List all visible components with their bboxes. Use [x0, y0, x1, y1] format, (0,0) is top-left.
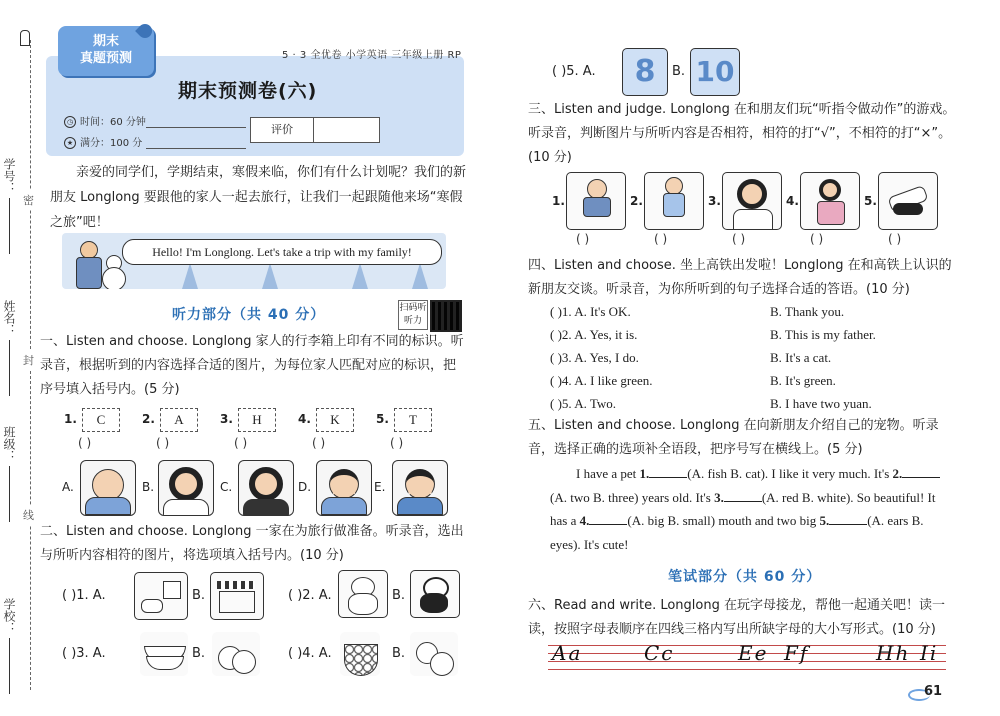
q1-tag-num: 4.: [298, 412, 311, 426]
q1-tag-letter: A: [160, 408, 198, 432]
q4-option-b[interactable]: B. It's a cat.: [770, 350, 832, 365]
boy-portrait: [392, 460, 448, 516]
q3-num: 4.: [786, 194, 799, 208]
q3-num: 2.: [630, 194, 643, 208]
q4-prompt: 四、Listen and choose. 坐上高铁出发啦！Longlong 在和高铁上认识的新朋友交谈。听录音，为你所听到的句子选择合适的答语。(10 分): [528, 258, 952, 297]
hands-picture: [878, 172, 938, 230]
q1-tag-num: 2.: [142, 412, 155, 426]
student-id-field[interactable]: 学号：: [4, 158, 18, 254]
q1-tag-letter: K: [316, 408, 354, 432]
cut-mark-seal: 封: [23, 350, 34, 370]
q5-blank-2[interactable]: [902, 477, 940, 478]
series-info: 5 · 3 全优卷 小学英语 三年级上册 RP: [282, 50, 462, 61]
q3-num: 5.: [864, 194, 877, 208]
q4-option-a[interactable]: ( )3. A. Yes, I do.: [550, 350, 639, 365]
time-underline: [146, 127, 246, 128]
page-number-badge: [908, 683, 952, 703]
bananas-picture: [140, 632, 188, 676]
q1-option-label: A.: [62, 480, 74, 494]
q2-item-2-label[interactable]: ( )2. A.: [288, 588, 332, 603]
class-field[interactable]: 班级：: [4, 426, 18, 522]
jumping-kid-picture: [566, 172, 626, 230]
q5-blank-3[interactable]: [724, 501, 762, 502]
intro-paragraph: 亲爱的同学们，学期结束，寒假来临，你们有什么计划呢？我们的新朋友 Longlong 要跟他的家人一起去旅行，让我们一起跟随他来场“寒假之旅”吧！: [50, 165, 467, 230]
q4-option-b[interactable]: B. This is my father.: [770, 327, 876, 342]
q4-option-a[interactable]: ( )2. A. Yes, it is.: [550, 327, 638, 342]
q6-prompt: 六、Read and write. Longlong 在玩字母接龙，帮他一起通关吧！读一读，按照字母表顺序在四线三格内写出所缺字母的大小写形式。(10 分): [528, 598, 945, 637]
q2-item-4-label[interactable]: ( )4. A.: [288, 646, 332, 661]
q3-num: 1.: [552, 194, 565, 208]
q2-item-1-option-b[interactable]: B.: [192, 588, 206, 603]
q4-option-b[interactable]: B. I have two yuan.: [770, 396, 872, 411]
apple-orange-picture: [410, 632, 458, 676]
q3-answer-blank[interactable]: ( ): [732, 232, 746, 246]
q2-item-3-option-b[interactable]: B.: [192, 646, 206, 661]
hopping-kid-picture: [644, 172, 704, 230]
q3-answer-blank[interactable]: ( ): [576, 232, 590, 246]
q2-item-1-label[interactable]: ( )1. A.: [62, 588, 106, 603]
binding-margin: [0, 0, 44, 716]
letter-pair: Cc: [644, 641, 675, 665]
q5-blank-5[interactable]: [829, 524, 867, 525]
q5-passage: I have a pet 1. (A. fish B. cat). I like it very much. It's 2.(A. two B. three) years old. It's 3. (A. red B. white). So beautiful! It has a 4. (A. big B. small) mouth and two big 5. (A. ears B. eyes). It's cute!: [550, 462, 950, 556]
q1-answer-blank[interactable]: ( ): [312, 436, 326, 450]
snowman-body-icon: [102, 267, 126, 289]
letter-pair: Hh: [876, 641, 911, 665]
q4-option-b[interactable]: B. It's green.: [770, 373, 836, 388]
q2-item-3-label[interactable]: ( )3. A.: [62, 646, 106, 661]
letter-pair: Ee: [738, 641, 769, 665]
father-portrait: [316, 460, 372, 516]
evaluation-box[interactable]: [250, 117, 380, 143]
q3-prompt: 三、Listen and judge. Longlong 在和朋友们玩“听指令做动作”的游戏。听录音，判断图片与所听内容是否相符，相符的打“√”，不相符的打“×”。(10 分): [528, 102, 956, 165]
page-number: 61: [924, 684, 943, 699]
girl-arms-open-picture: [800, 172, 860, 230]
q1-tag-letter: T: [394, 408, 432, 432]
four-line-grid[interactable]: [548, 641, 946, 669]
q1-answer-blank[interactable]: ( ): [78, 436, 92, 450]
listening-section-title: 听力部分（共 40 分）: [172, 307, 326, 323]
clock-icon: ◷: [64, 116, 76, 128]
cut-mark-dense: 密: [23, 190, 34, 210]
q3-answer-blank[interactable]: ( ): [810, 232, 824, 246]
q1-answer-blank[interactable]: ( ): [234, 436, 248, 450]
pen-icon: [20, 30, 30, 46]
badge-line-1: 期末: [92, 34, 119, 49]
number-eight-picture: [622, 48, 668, 96]
q4-option-b[interactable]: B. Thank you.: [770, 304, 845, 319]
qr-code-icon[interactable]: [430, 300, 462, 332]
girl-touch-face-picture: [722, 172, 782, 230]
teddy-bear-picture: [338, 570, 388, 618]
grapes-picture: [340, 632, 380, 676]
q1-option-label: D.: [298, 480, 312, 494]
q2-prompt: 二、Listen and choose. Longlong 一家在为旅行做准备。听录音，选出与所听内容相符的图片，将选项填入括号内。(10 分): [40, 524, 464, 563]
grandpa-portrait: [80, 460, 136, 516]
name-field[interactable]: 姓名：: [4, 300, 18, 396]
tree-icon: [182, 263, 198, 289]
letter-pair: Aa: [552, 641, 583, 665]
shop-picture: [210, 572, 264, 620]
q4-option-a[interactable]: ( )1. A. It's OK.: [550, 304, 631, 319]
q2-item-5-option-b[interactable]: B.: [672, 64, 686, 79]
q5-blank-4[interactable]: [589, 524, 627, 525]
q1-tag-letter: C: [82, 408, 120, 432]
speech-bubble: Hello! I'm Longlong. Let's take a trip with my family!: [122, 239, 442, 265]
q1-tag-num: 3.: [220, 412, 233, 426]
q3-answer-blank[interactable]: ( ): [888, 232, 902, 246]
page-title: 期末预测卷(六): [178, 80, 318, 102]
q1-tag-letter: H: [238, 408, 276, 432]
tree-icon: [412, 263, 428, 289]
q1-option-label: C.: [220, 480, 233, 494]
number-eight-text: 8: [634, 54, 656, 89]
letter-pair: Ii: [920, 641, 939, 665]
q3-answer-blank[interactable]: ( ): [654, 232, 668, 246]
badge-line-2: 真题预测: [79, 51, 132, 66]
q1-option-label: B.: [142, 480, 155, 494]
writing-section-title: 笔试部分（共 60 分）: [668, 569, 822, 585]
evaluation-input[interactable]: [314, 118, 379, 142]
q2-item-4-option-b[interactable]: B.: [392, 646, 406, 661]
evaluation-label: 评价: [251, 118, 314, 142]
cut-mark-line: 线: [23, 505, 34, 525]
panda-picture: [410, 570, 460, 618]
q4-option-a[interactable]: ( )4. A. I like green.: [550, 373, 653, 388]
boy-body-icon: [76, 257, 102, 289]
q1-tag-num: 5.: [376, 412, 389, 426]
tree-icon: [352, 263, 368, 289]
mother-portrait: [158, 460, 214, 516]
q5-prompt: 五、Listen and choose. Longlong 在向新朋友介绍自己的宠物。听录音，选择正确的选项补全语段，把序号写在横线上。(5 分): [528, 418, 939, 457]
q4-option-a[interactable]: ( )5. A. Two.: [550, 396, 617, 411]
score-underline: [146, 148, 246, 149]
q1-option-label: E.: [374, 480, 386, 494]
tree-icon: [262, 263, 278, 289]
q3-num: 3.: [708, 194, 721, 208]
farm-picture: [134, 572, 188, 620]
q5-blank-1[interactable]: [649, 477, 687, 478]
q1-answer-blank[interactable]: ( ): [156, 436, 170, 450]
q1-answer-blank[interactable]: ( ): [390, 436, 404, 450]
oranges-picture: [212, 632, 260, 676]
q2-item-5-label[interactable]: ( )5. A.: [552, 64, 596, 79]
sister-portrait: [238, 460, 294, 516]
letter-pair: Ff: [784, 641, 810, 665]
number-ten-text: 10: [695, 55, 735, 88]
medal-icon: ★: [64, 137, 76, 149]
scan-label: 扫码听听力: [398, 300, 428, 330]
q1-prompt: 一、Listen and choose. Longlong 家人的行李箱上印有不同的标识。听录音，根据听到的内容选择合适的图片，为每位家人匹配对应的标识，把序号填入括号内。(5 分): [40, 334, 464, 397]
q2-item-2-option-b[interactable]: B.: [392, 588, 406, 603]
time-info: ◷ 时间：60 分钟: [64, 113, 146, 128]
number-ten-picture: [690, 48, 740, 96]
q1-tag-num: 1.: [64, 412, 77, 426]
score-info: ★ 满分：100 分: [64, 134, 142, 149]
school-field[interactable]: 学校：: [4, 598, 18, 694]
